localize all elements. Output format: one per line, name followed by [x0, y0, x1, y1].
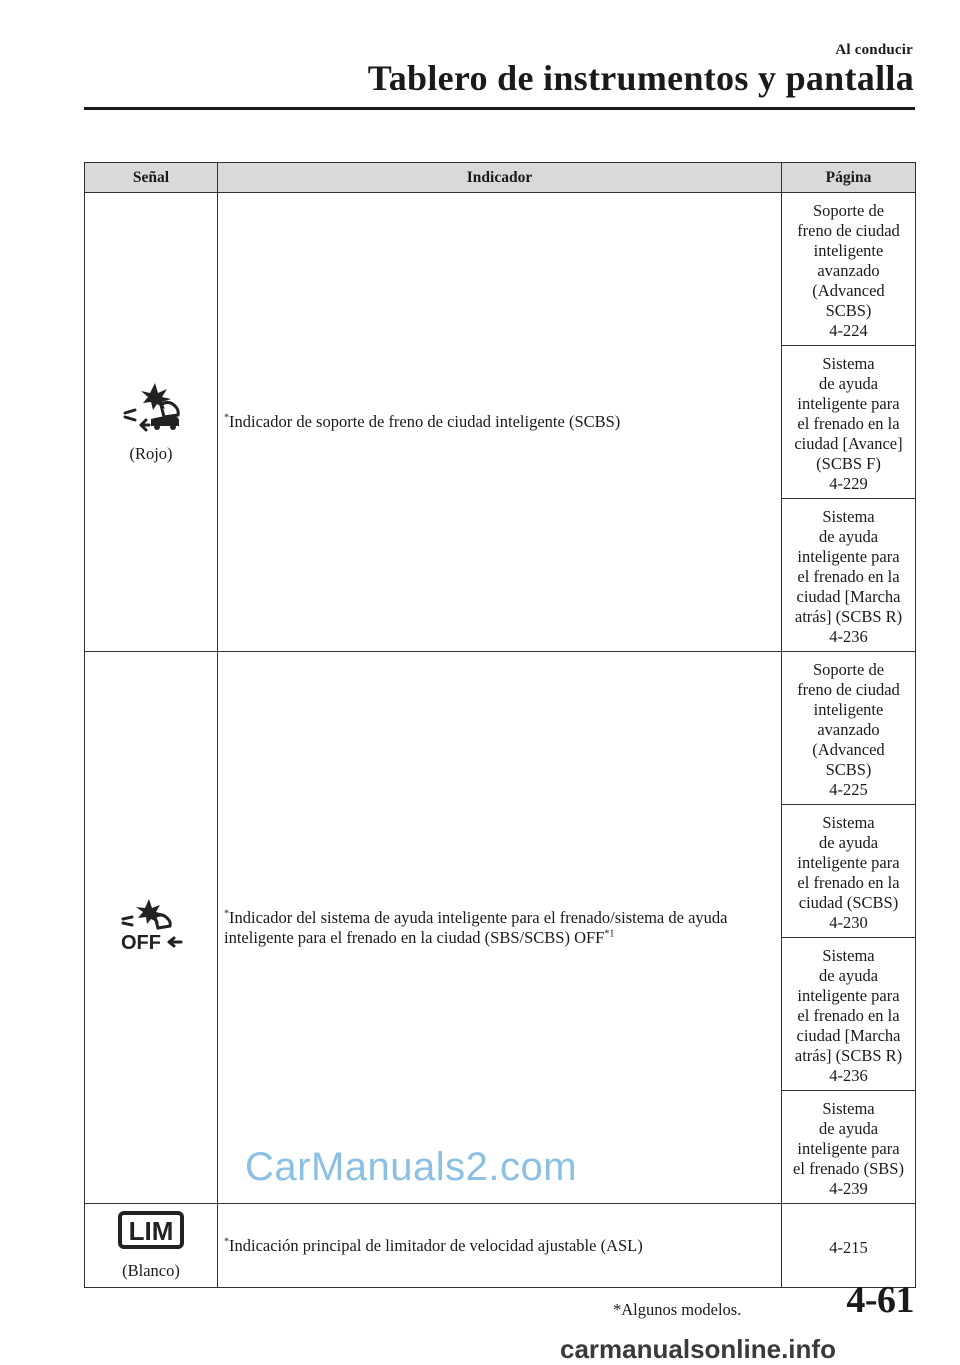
page-ref-cell [782, 193, 916, 346]
page-ref-cell [782, 652, 916, 805]
page-ref-line: Sistema [822, 1099, 875, 1118]
scbs-off-icon [85, 897, 217, 958]
page-ref-line: de ayuda [818, 833, 879, 852]
page-ref-line: SCBS) [825, 301, 872, 320]
footnote-ref: *1 [604, 928, 615, 939]
page-ref-line: ciudad (SCBS) [798, 893, 899, 912]
page-ref-line: avanzado [817, 720, 880, 739]
page-ref-line: inteligente [813, 241, 884, 260]
page-ref-line: atrás] (SCBS R) [794, 607, 903, 626]
page-ref-line: avanzado [817, 261, 880, 280]
table-row [85, 652, 916, 805]
page-ref-line: (SCBS F) [816, 454, 881, 473]
page-ref-line: ciudad [Avance] [794, 434, 903, 453]
signal-cell [85, 652, 218, 1204]
page-ref-line: ciudad [Marcha [796, 587, 901, 606]
page-ref-line: 4-236 [829, 1066, 868, 1085]
page-ref-line: 4-225 [829, 780, 868, 799]
column-header-page: Página [782, 163, 916, 193]
page-ref-cell [782, 1204, 916, 1288]
scbs-warning-icon [85, 381, 217, 438]
page-ref-line: (Advanced [812, 281, 885, 300]
column-header-indicator: Indicador [218, 163, 782, 193]
page-ref-line: el frenado en la [797, 414, 900, 433]
section-label: Al conducir [835, 42, 913, 58]
svg-text:OFF: OFF [121, 932, 161, 953]
some-models-mark: * [224, 908, 229, 919]
page-ref-line: inteligente para [797, 547, 900, 566]
indicator-cell [218, 652, 782, 1204]
indicator-cell [218, 1204, 782, 1288]
lim-icon [85, 1210, 217, 1255]
svg-text:LIM: LIM [128, 1216, 174, 1246]
page-ref-cell [782, 1091, 916, 1204]
page-ref-line: freno de ciudad [797, 221, 900, 240]
page-ref-line: de ayuda [818, 527, 879, 546]
table-header-row [85, 163, 916, 193]
table-row [85, 1204, 916, 1288]
page-ref-line: Soporte de [812, 660, 885, 679]
page-title: Tablero de instrumentos y pantalla [367, 58, 914, 98]
table-row [85, 193, 916, 346]
page-ref-line: 4-230 [829, 913, 868, 932]
page-ref-cell [782, 938, 916, 1091]
page-ref-line: 4-224 [829, 321, 868, 340]
page-ref-line: Sistema [822, 946, 875, 965]
page-ref-line: ciudad [Marcha [796, 1026, 901, 1045]
signal-cell [85, 1204, 218, 1288]
page-ref-line: Sistema [822, 354, 875, 373]
page-ref-line: Sistema [822, 813, 875, 832]
page-ref-line: 4-229 [829, 474, 868, 493]
page-ref-cell [782, 805, 916, 938]
page-ref-line: de ayuda [818, 966, 879, 985]
page-ref-line: el frenado en la [797, 1006, 900, 1025]
indicator-text: Indicación principal de limitador de velocidad ajustable (ASL) [229, 1235, 643, 1255]
page-ref-cell [782, 346, 916, 499]
some-models-mark: * [224, 412, 229, 424]
page-ref-line: 4-239 [829, 1179, 868, 1198]
column-header-signal: Señal [85, 163, 218, 193]
page-ref-line: inteligente [813, 700, 884, 719]
page-ref-line: inteligente para [797, 394, 900, 413]
page-ref-line: (Advanced [812, 740, 885, 759]
page-ref-line: 4-215 [829, 1237, 868, 1257]
page-ref-line: Soporte de [812, 201, 885, 220]
page-ref-line: atrás] (SCBS R) [794, 1046, 903, 1065]
page-ref-line: el frenado en la [797, 873, 900, 892]
page-ref-line: freno de ciudad [797, 680, 900, 699]
title-divider [84, 107, 915, 110]
page-ref-line: de ayuda [818, 1119, 879, 1138]
footnote: *Algunos modelos. [613, 1300, 742, 1319]
page-ref-line: inteligente para [797, 986, 900, 1005]
page-number: 4-61 [846, 1279, 914, 1321]
page-ref-line: inteligente para [797, 1139, 900, 1158]
signal-color-caption: (Rojo) [129, 443, 173, 463]
indicator-cell [218, 193, 782, 652]
indicator-table [84, 162, 916, 1288]
page-ref-line: 4-236 [829, 627, 868, 646]
watermark-carmanuals2: CarManuals2.com [245, 1145, 578, 1189]
page-ref-line: Sistema [822, 507, 875, 526]
page-ref-cell [782, 499, 916, 652]
indicator-text: Indicador de soporte de freno de ciudad inteligente (SCBS) [229, 412, 621, 431]
page-ref-line: el frenado en la [797, 567, 900, 586]
page-ref-line: SCBS) [825, 760, 872, 779]
watermark-carmanualsonline: carmanualsonline.info [560, 1334, 836, 1364]
page-ref-line: el frenado (SBS) [793, 1159, 904, 1178]
some-models-mark: * [224, 1236, 229, 1247]
signal-color-caption: (Blanco) [122, 1261, 180, 1280]
table-body [85, 193, 916, 1288]
indicator-text: Indicador del sistema de ayuda inteligente para el frenado/sistema de ayuda inteligente para el frenado en la ciudad (SBS/SCBS) OFF [224, 907, 728, 947]
page-ref-line: de ayuda [818, 374, 879, 393]
signal-cell [85, 193, 218, 652]
page-ref-line: inteligente para [797, 853, 900, 872]
